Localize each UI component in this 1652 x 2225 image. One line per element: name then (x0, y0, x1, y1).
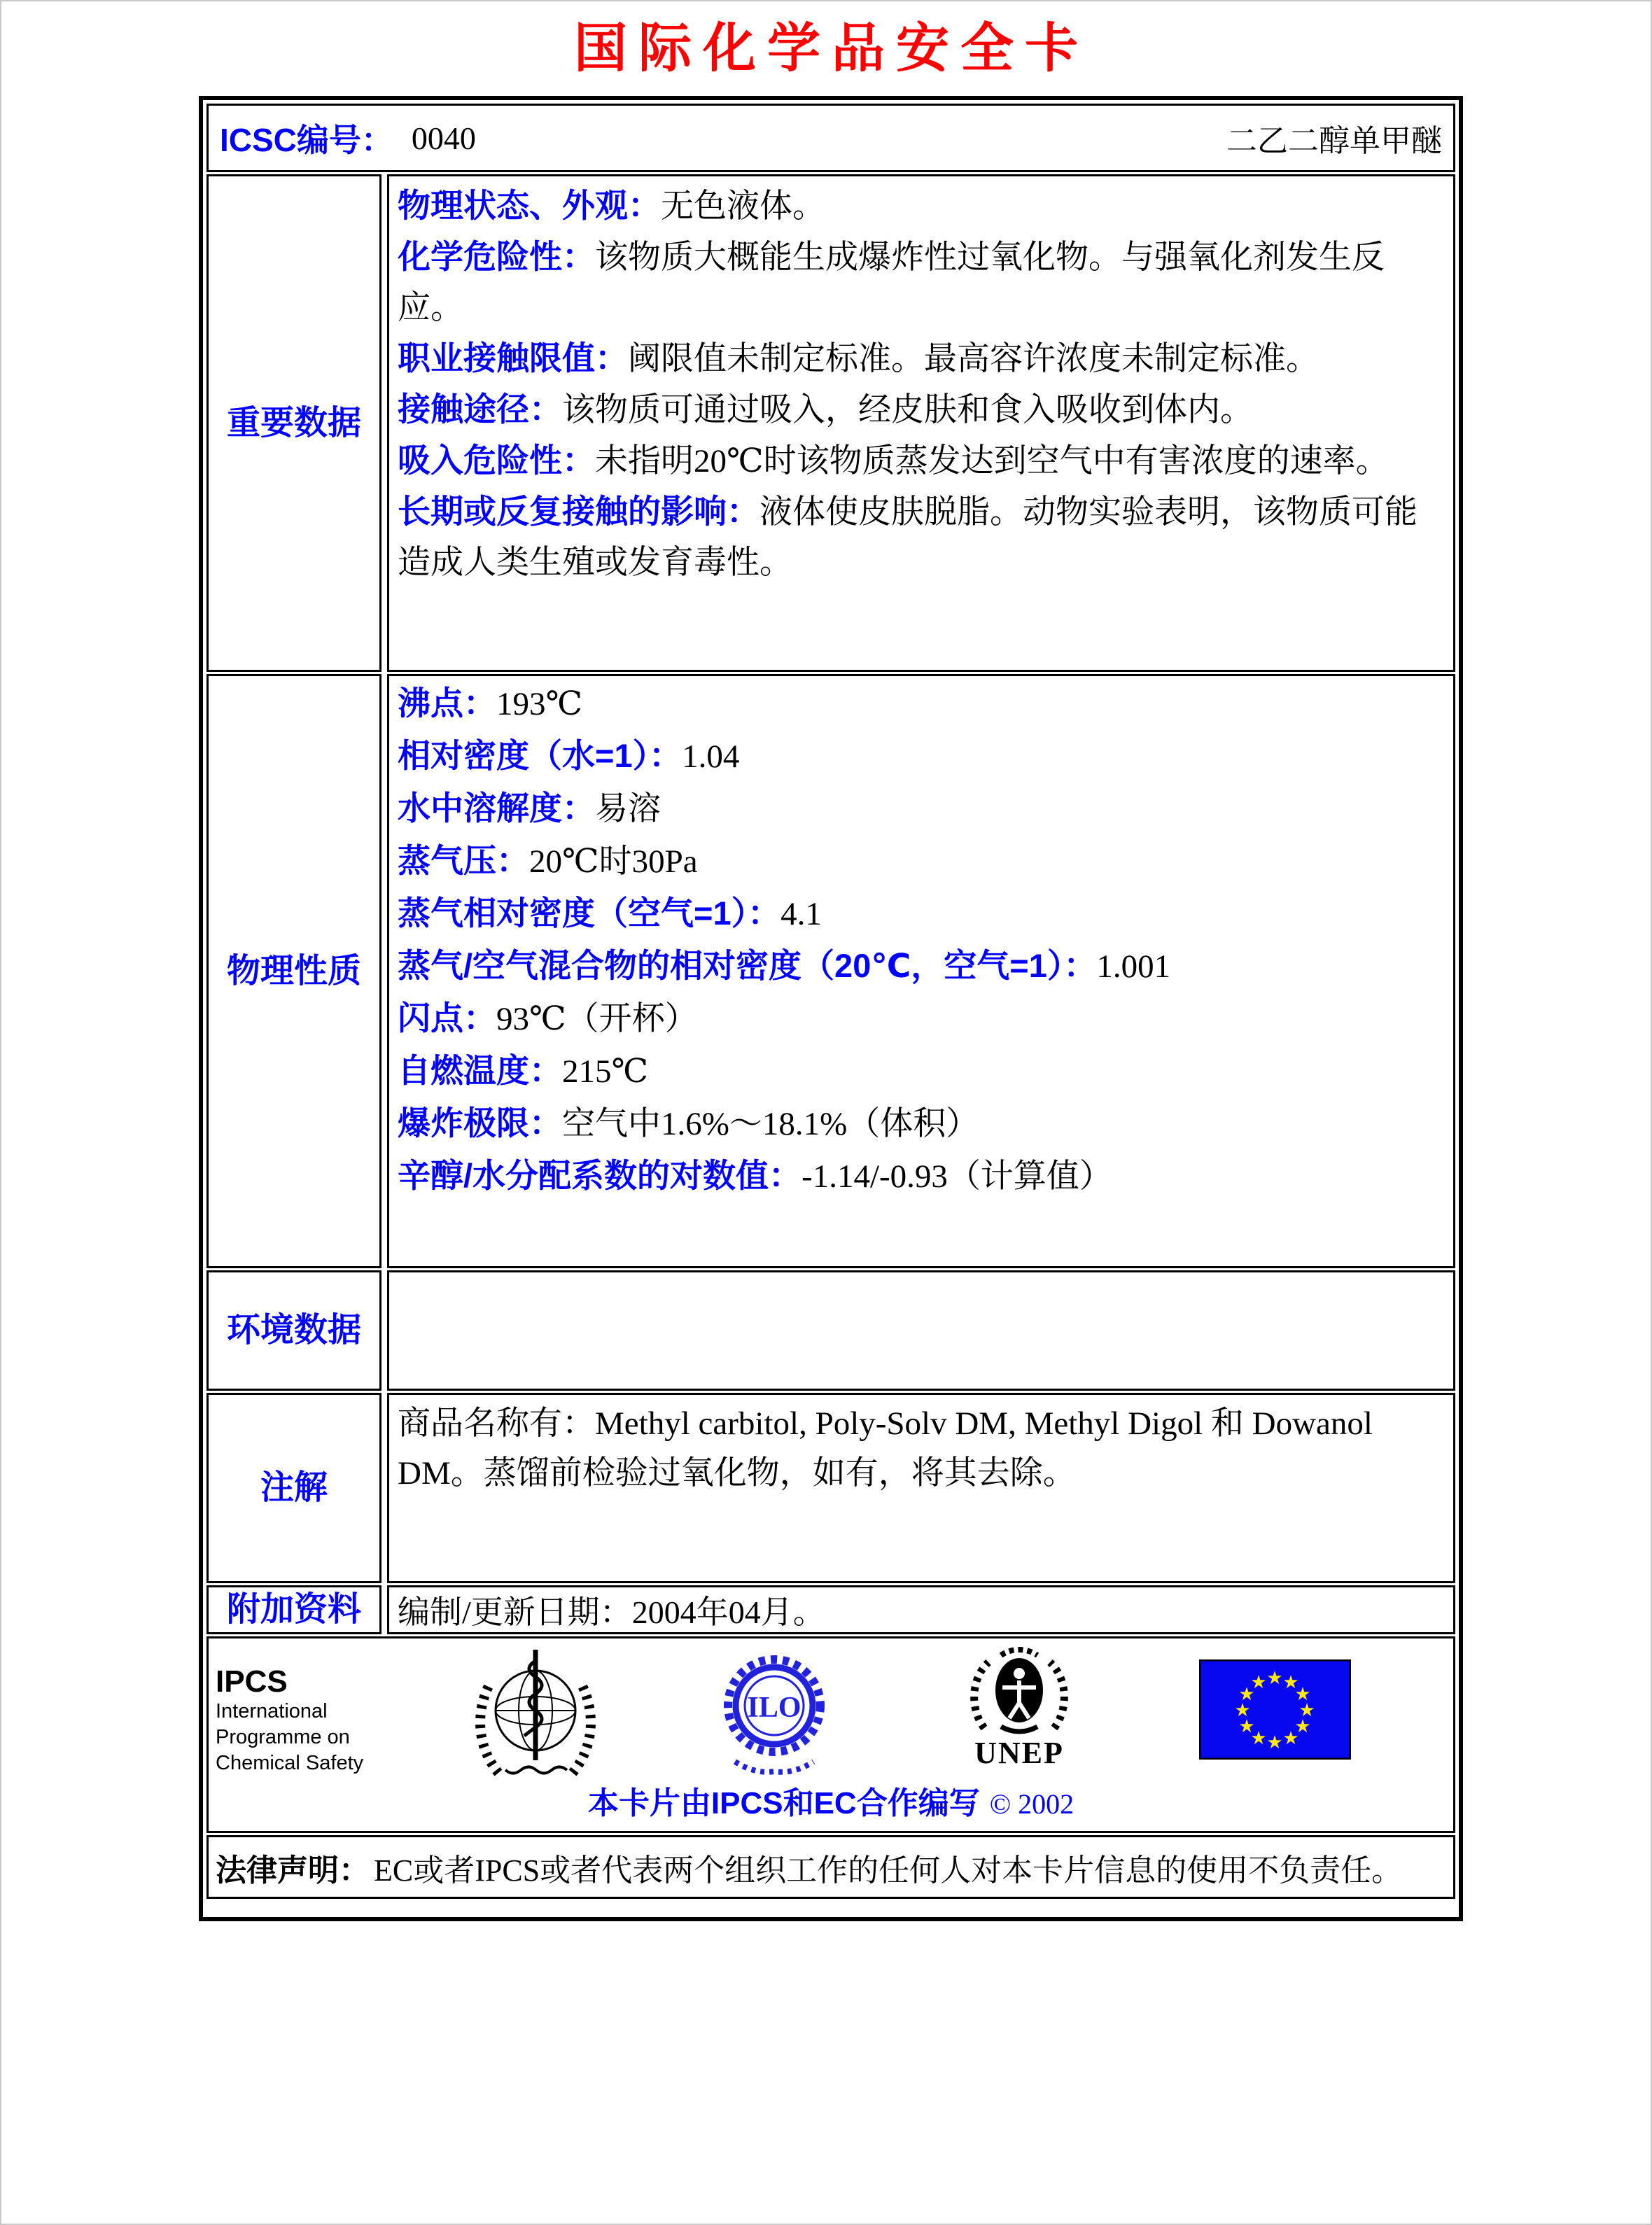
eu-star: ★ (1282, 1728, 1299, 1749)
notes-content (387, 1393, 1455, 1583)
section-label-important: 重要数据 (206, 174, 382, 672)
important-item: 吸入危险性：未指明20℃时该物质蒸发达到空气中有害浓度的速率。 (398, 442, 1389, 479)
unep-logo (959, 1645, 1079, 1769)
important-item: 化学危险性：该物质大概能生成爆炸性过氧化物。与强氧化剂发生反应。 (398, 238, 1385, 326)
section-additional-information (206, 1585, 1455, 1634)
important-item: 长期或反复接触的影响：液体使皮肤脱脂。动物实验表明，该物质可能造成人类生殖或发育毒性。 (398, 493, 1418, 581)
notes-text: 商品名称有：Methyl carbitol, Poly-Solv DM, Methyl Digol 和 Dowanol DM。蒸馏前检验过氧化物，如有，将其去除。 (398, 1405, 1373, 1491)
icsc-card (199, 96, 1463, 1921)
physical-property: 闪点：93℃（开杯） (398, 999, 698, 1037)
section-label-environment: 环境数据 (206, 1270, 382, 1391)
legal-text: EC或者IPCS或者代表两个组织工作的任何人对本卡片信息的使用不负责任。 (374, 1853, 1403, 1888)
physical-property: 爆炸极限：空气中1.6%～18.1%（体积） (398, 1104, 979, 1142)
ilo-letters: ILO (747, 1692, 802, 1724)
legal-cell (206, 1835, 1455, 1899)
eu-star: ★ (1266, 1668, 1283, 1689)
environment-content (387, 1270, 1455, 1391)
credit-text: 本卡片由IPCS和EC合作编写 (587, 1786, 980, 1820)
eu-star: ★ (1282, 1672, 1299, 1693)
section-label-notes: 注解 (206, 1393, 382, 1583)
header-row (206, 104, 1455, 172)
physical-property: 蒸气相对密度（空气=1）：4.1 (398, 894, 822, 932)
unep-emblem-icon (959, 1645, 1079, 1736)
eu-flag-icon (1199, 1659, 1351, 1760)
section-environmental-data (206, 1270, 1455, 1391)
section-physical-properties (206, 674, 1455, 1268)
update-date-text: 编制/更新日期：2004年04月。 (398, 1594, 825, 1630)
legal-label: 法律声明： (216, 1853, 370, 1888)
eu-star: ★ (1238, 1716, 1255, 1737)
ipcs-subtitle-line: Chemical Safety (216, 1752, 364, 1774)
additional-content (387, 1585, 1455, 1634)
logos-row (206, 1636, 1455, 1833)
eu-star: ★ (1234, 1700, 1251, 1721)
important-item: 职业接触限值：阈限值未制定标准。最高容许浓度未制定标准。 (398, 339, 1319, 377)
physical-property: 沸点：193℃ (398, 685, 583, 722)
ilo-logo-icon (714, 1650, 834, 1776)
eu-star: ★ (1250, 1672, 1267, 1693)
icsc-number-group (220, 115, 476, 161)
important-content (387, 174, 1455, 672)
unep-letters: UNEP (974, 1736, 1064, 1770)
ipcs-subtitle-line: Programme on (216, 1726, 350, 1748)
who-logo-icon (469, 1643, 602, 1786)
important-item: 接触途径：该物质可通过吸入，经皮肤和食入吸收到体内。 (398, 391, 1253, 428)
section-notes (206, 1393, 1455, 1583)
eu-star: ★ (1266, 1732, 1283, 1753)
credit-line (209, 1778, 1453, 1823)
physical-property: 自燃温度：215℃ (398, 1052, 649, 1090)
physical-property: 蒸气/空气混合物的相对密度（20℃，空气=1）：1.001 (398, 947, 1171, 985)
eu-star: ★ (1294, 1716, 1311, 1737)
physical-property: 相对密度（水=1）：1.04 (398, 737, 740, 775)
physical-property: 蒸气压：20℃时30Pa (398, 842, 698, 880)
icsc-number-value: 0040 (411, 120, 476, 156)
physical-property: 辛醇/水分配系数的对数值：-1.14/-0.93（计算值） (398, 1157, 1112, 1195)
physical-content (387, 674, 1455, 1268)
icsc-number-label: ICSC编号： (220, 122, 393, 158)
ipcs-block (216, 1665, 412, 1776)
section-label-physical: 物理性质 (206, 674, 382, 1268)
physical-property: 水中溶解度：易溶 (398, 789, 661, 827)
ipcs-subtitle-line: International (216, 1700, 328, 1722)
important-item: 物理状态、外观：无色液体。 (398, 187, 825, 225)
section-important-data (206, 174, 1455, 672)
copyright-text: © 2002 (989, 1788, 1074, 1820)
eu-star: ★ (1298, 1700, 1315, 1721)
eu-star: ★ (1238, 1684, 1255, 1705)
eu-star: ★ (1250, 1728, 1267, 1749)
eu-star: ★ (1294, 1684, 1311, 1705)
page-title: 国际化学品安全卡 (574, 20, 1089, 78)
chemical-name: 二乙二醇单甲醚 (1226, 124, 1442, 158)
legal-row (206, 1835, 1455, 1899)
section-label-additional: 附加资料 (206, 1585, 382, 1634)
ipcs-title: IPCS (216, 1664, 288, 1699)
logos-cell (206, 1636, 1455, 1833)
header-cell (206, 104, 1455, 172)
